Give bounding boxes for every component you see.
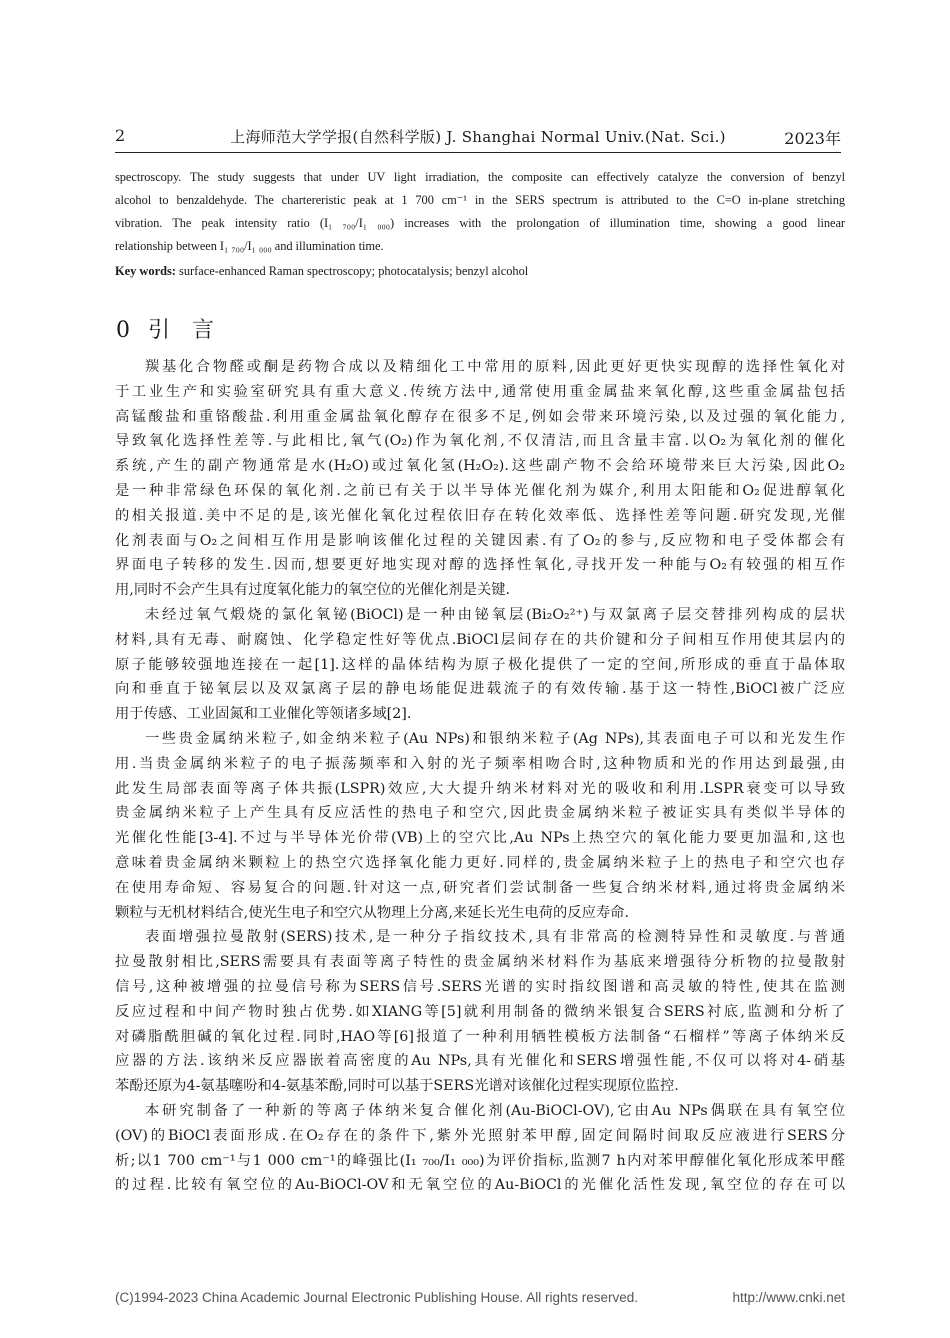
paragraph	[115, 727, 845, 925]
paragraph-line: 拉曼散射相比,SERS需要具有表面等离子特性的贵金属纳米材料作为基底来增强待分析物的拉曼散射	[115, 954, 845, 971]
paragraph-line: 向和垂直于铋氧层以及双氯离子层的静电场能促进载流子的有效传输.基于这一特性,BiOCl被广泛应	[115, 681, 845, 698]
paragraph-line: 反应过程和中间产物时独占优势.如XIANG等[5]就利用制备的微纳米银复合SERS衬底,监测和分析了	[115, 1003, 845, 1020]
paragraph-line: 苯酚还原为4-氨基噻吩和4-氨基苯酚,同时可以基于SERS光谱对该催化过程实现原位监控.	[115, 1078, 679, 1095]
publication-year: 2023年	[784, 129, 841, 148]
paragraph-line: 在使用寿命短、容易复合的问题.针对这一点,研究者们尝试制备一些复合纳米材料,通过将贵金属纳米	[115, 879, 845, 896]
paragraph-line: 原子能够较强地连接在一起[1].这样的晶体结构为原子极化提供了一定的空间,所形成的垂直于晶体取	[115, 656, 845, 673]
paragraph-line: 是一种非常绿色环保的氧化剂.之前已有关于以半导体光催化剂为媒介,利用太阳能和O₂促进醇氧化	[115, 482, 845, 499]
paragraph-line: 导致氧化选择性差等.与此相比,氧气(O₂)作为氧化剂,不仅清洁,而且含量丰富.以O₂为氧化剂的催化	[115, 433, 845, 450]
paragraph-line: 一些贵金属纳米粒子,如金纳米粒子(Au NPs)和银纳米粒子(Ag NPs),其表面电子可以和光发生作	[145, 730, 845, 747]
paragraph-line: 界面电子转移的发生.因而,想要更好地实现对醇的选择性氧化,寻找开发一种能与O₂有较强的相互作	[115, 557, 845, 574]
paragraph	[115, 925, 845, 1099]
source-url: http://www.cnki.net	[732, 1290, 845, 1305]
paragraph-line: 用.当贵金属纳米粒子的电子振荡频率和入射的光子频率相吻合时,这种物质和光的作用达到最强,由	[115, 755, 845, 772]
paragraph-line: 光催化性能[3-4].不过与半导体光价带(VB)上的空穴比,Au NPs上热空穴的氧化能力要更加温和,这也	[115, 830, 845, 847]
abstract-line: spectroscopy. The study suggests that under UV light irradiation, the composite can effectively catalyze the conversion of benzyl	[115, 170, 845, 184]
paragraph-line: 表面增强拉曼散射(SERS)技术,是一种分子指纹技术,具有非常高的检测特异性和灵敏度.与普通	[145, 929, 845, 946]
copyright-notice: (C)1994-2023 China Academic Journal Electronic Publishing House. All rights reserved.	[115, 1290, 639, 1305]
paragraph-line: 颗粒与无机材料结合,使光生电子和空穴从物理上分离,来延长光生电荷的反应寿命.	[115, 904, 630, 921]
keywords-label: Key words:	[115, 264, 176, 278]
abstract-line: vibration. The peak intensity ratio (I₁ ₇₀₀/I₁ ₀₀₀) increases with the prolongation of illumination time, showing a good linear	[115, 216, 845, 230]
paragraph	[115, 603, 845, 727]
paragraph-line: 意味着贵金属纳米颗粒上的热空穴选择氧化能力更好.同样的,贵金属纳米粒子上的热电子和空穴也存	[115, 854, 845, 871]
footer	[115, 1290, 845, 1305]
keywords-text: surface-enhanced Raman spectroscopy; photocatalysis; benzyl alcohol	[175, 264, 529, 278]
paragraph	[115, 355, 845, 603]
journal-title: 上海师范大学学报(自然科学版) J. Shanghai Normal Univ.(Nat. Sci.)	[230, 128, 726, 146]
keywords	[115, 261, 845, 281]
section-heading	[116, 313, 236, 344]
paragraph-line: 此发生局部表面等离子体共振(LSPR)效应,大大提升纳米材料对光的吸收和利用.LSPR衰变可以导致	[115, 780, 845, 797]
paragraph	[115, 1099, 845, 1198]
paragraph-line: 贵金属纳米粒子上产生具有反应活性的热电子和空穴,因此贵金属纳米粒子被证实具有类似半导体的	[115, 805, 845, 822]
paragraph-line: 羰基化合物醛或酮是药物合成以及精细化工中常用的原料,因此更好更快实现醇的选择性氧化对	[145, 359, 845, 375]
paragraph-line: 析;以1 700 cm⁻¹与1 000 cm⁻¹的峰强比(I₁ ₇₀₀/I₁ ₀₀₀)为评价指标,监测7 h内对苯甲醇催化氧化形成苯甲醛	[115, 1152, 845, 1169]
paragraph-line: 于工业生产和实验室研究具有重大意义.传统方法中,通常使用重金属盐来氧化醇,这些重金属盐包括	[115, 383, 845, 400]
paragraph-line: 对磷脂酰胆碱的氧化过程.同时,HAO等[6]报道了一种利用牺牲模板方法制备“石榴样”等离子体纳米反	[115, 1028, 845, 1045]
paragraph-line: 高锰酸盐和重铬酸盐.利用重金属盐氧化醇存在很多不足,例如会带来环境污染,以及过强的氧化能力,	[115, 408, 845, 425]
paragraph-line: 材料,具有无毒、耐腐蚀、化学稳定性好等优点.BiOCl层间存在的共价键和分子间相互作用使其层内的	[115, 631, 845, 648]
paragraph-line: 应器的方法.该纳米反应器嵌着高密度的Au NPs,具有光催化和SERS增强性能,不仅可以将对4-硝基	[115, 1053, 845, 1070]
paragraph-line: 用于传感、工业固氮和工业催化等领诸多域[2].	[115, 706, 412, 723]
paragraph-line: 的过程.比较有氧空位的Au-BiOCl-OV和无氧空位的Au-BiOCl的光催化活性发现,氧空位的存在可以	[115, 1177, 845, 1194]
body-text	[115, 355, 845, 1198]
paragraph-line: 的相关报道.美中不足的是,该光催化氧化过程依旧存在转化效率低、选择性差等问题.研究发现,光催	[115, 507, 845, 524]
paragraph-line: 化剂表面与O₂之间相互作用是影响该催化过程的关键因素.有了O₂的参与,反应物和电子受体都会有	[115, 532, 845, 549]
page-number: 2	[115, 126, 126, 145]
abstract	[115, 166, 845, 258]
paragraph-line: 用,同时不会产生具有过度氧化能力的氧空位的光催化剂是关键.	[115, 582, 511, 599]
paragraph-line: 未经过氧气煅烧的氯化氧铋(BiOCl)是一种由铋氧层(Bi₂O₂²⁺)与双氯离子层交替排列构成的层状	[145, 606, 845, 623]
paragraph-line: 信号,这种被增强的拉曼信号称为SERS信号.SERS光谱的实时指纹图谱和高灵敏的特性,使其在监测	[115, 978, 845, 995]
section-number: 0	[116, 318, 130, 343]
abstract-line: alcohol to benzaldehyde. The chartereristic peak at 1 700 cm⁻¹ in the SERS spectrum is attributed to the C=O in-plane stretching	[115, 193, 845, 207]
paragraph-line: (OV)的BiOCl表面形成.在O₂存在的条件下,紫外光照射苯甲醇,固定间隔时间取反应液进行SERS分	[115, 1127, 845, 1144]
abstract-line: relationship between I₁ ₇₀₀/I₁ ₀₀₀ and illumination time.	[115, 239, 384, 253]
section-title: 引言	[148, 318, 237, 343]
paragraph-line: 本研究制备了一种新的等离子体纳米复合催化剂(Au-BiOCl-OV),它由Au NPs偶联在具有氧空位	[145, 1102, 845, 1119]
running-header	[115, 126, 841, 153]
paragraph-line: 系统,产生的副产物通常是水(H₂O)或过氧化氢(H₂O₂).这些副产物不会给环境带来巨大污染,因此O₂	[115, 458, 845, 475]
